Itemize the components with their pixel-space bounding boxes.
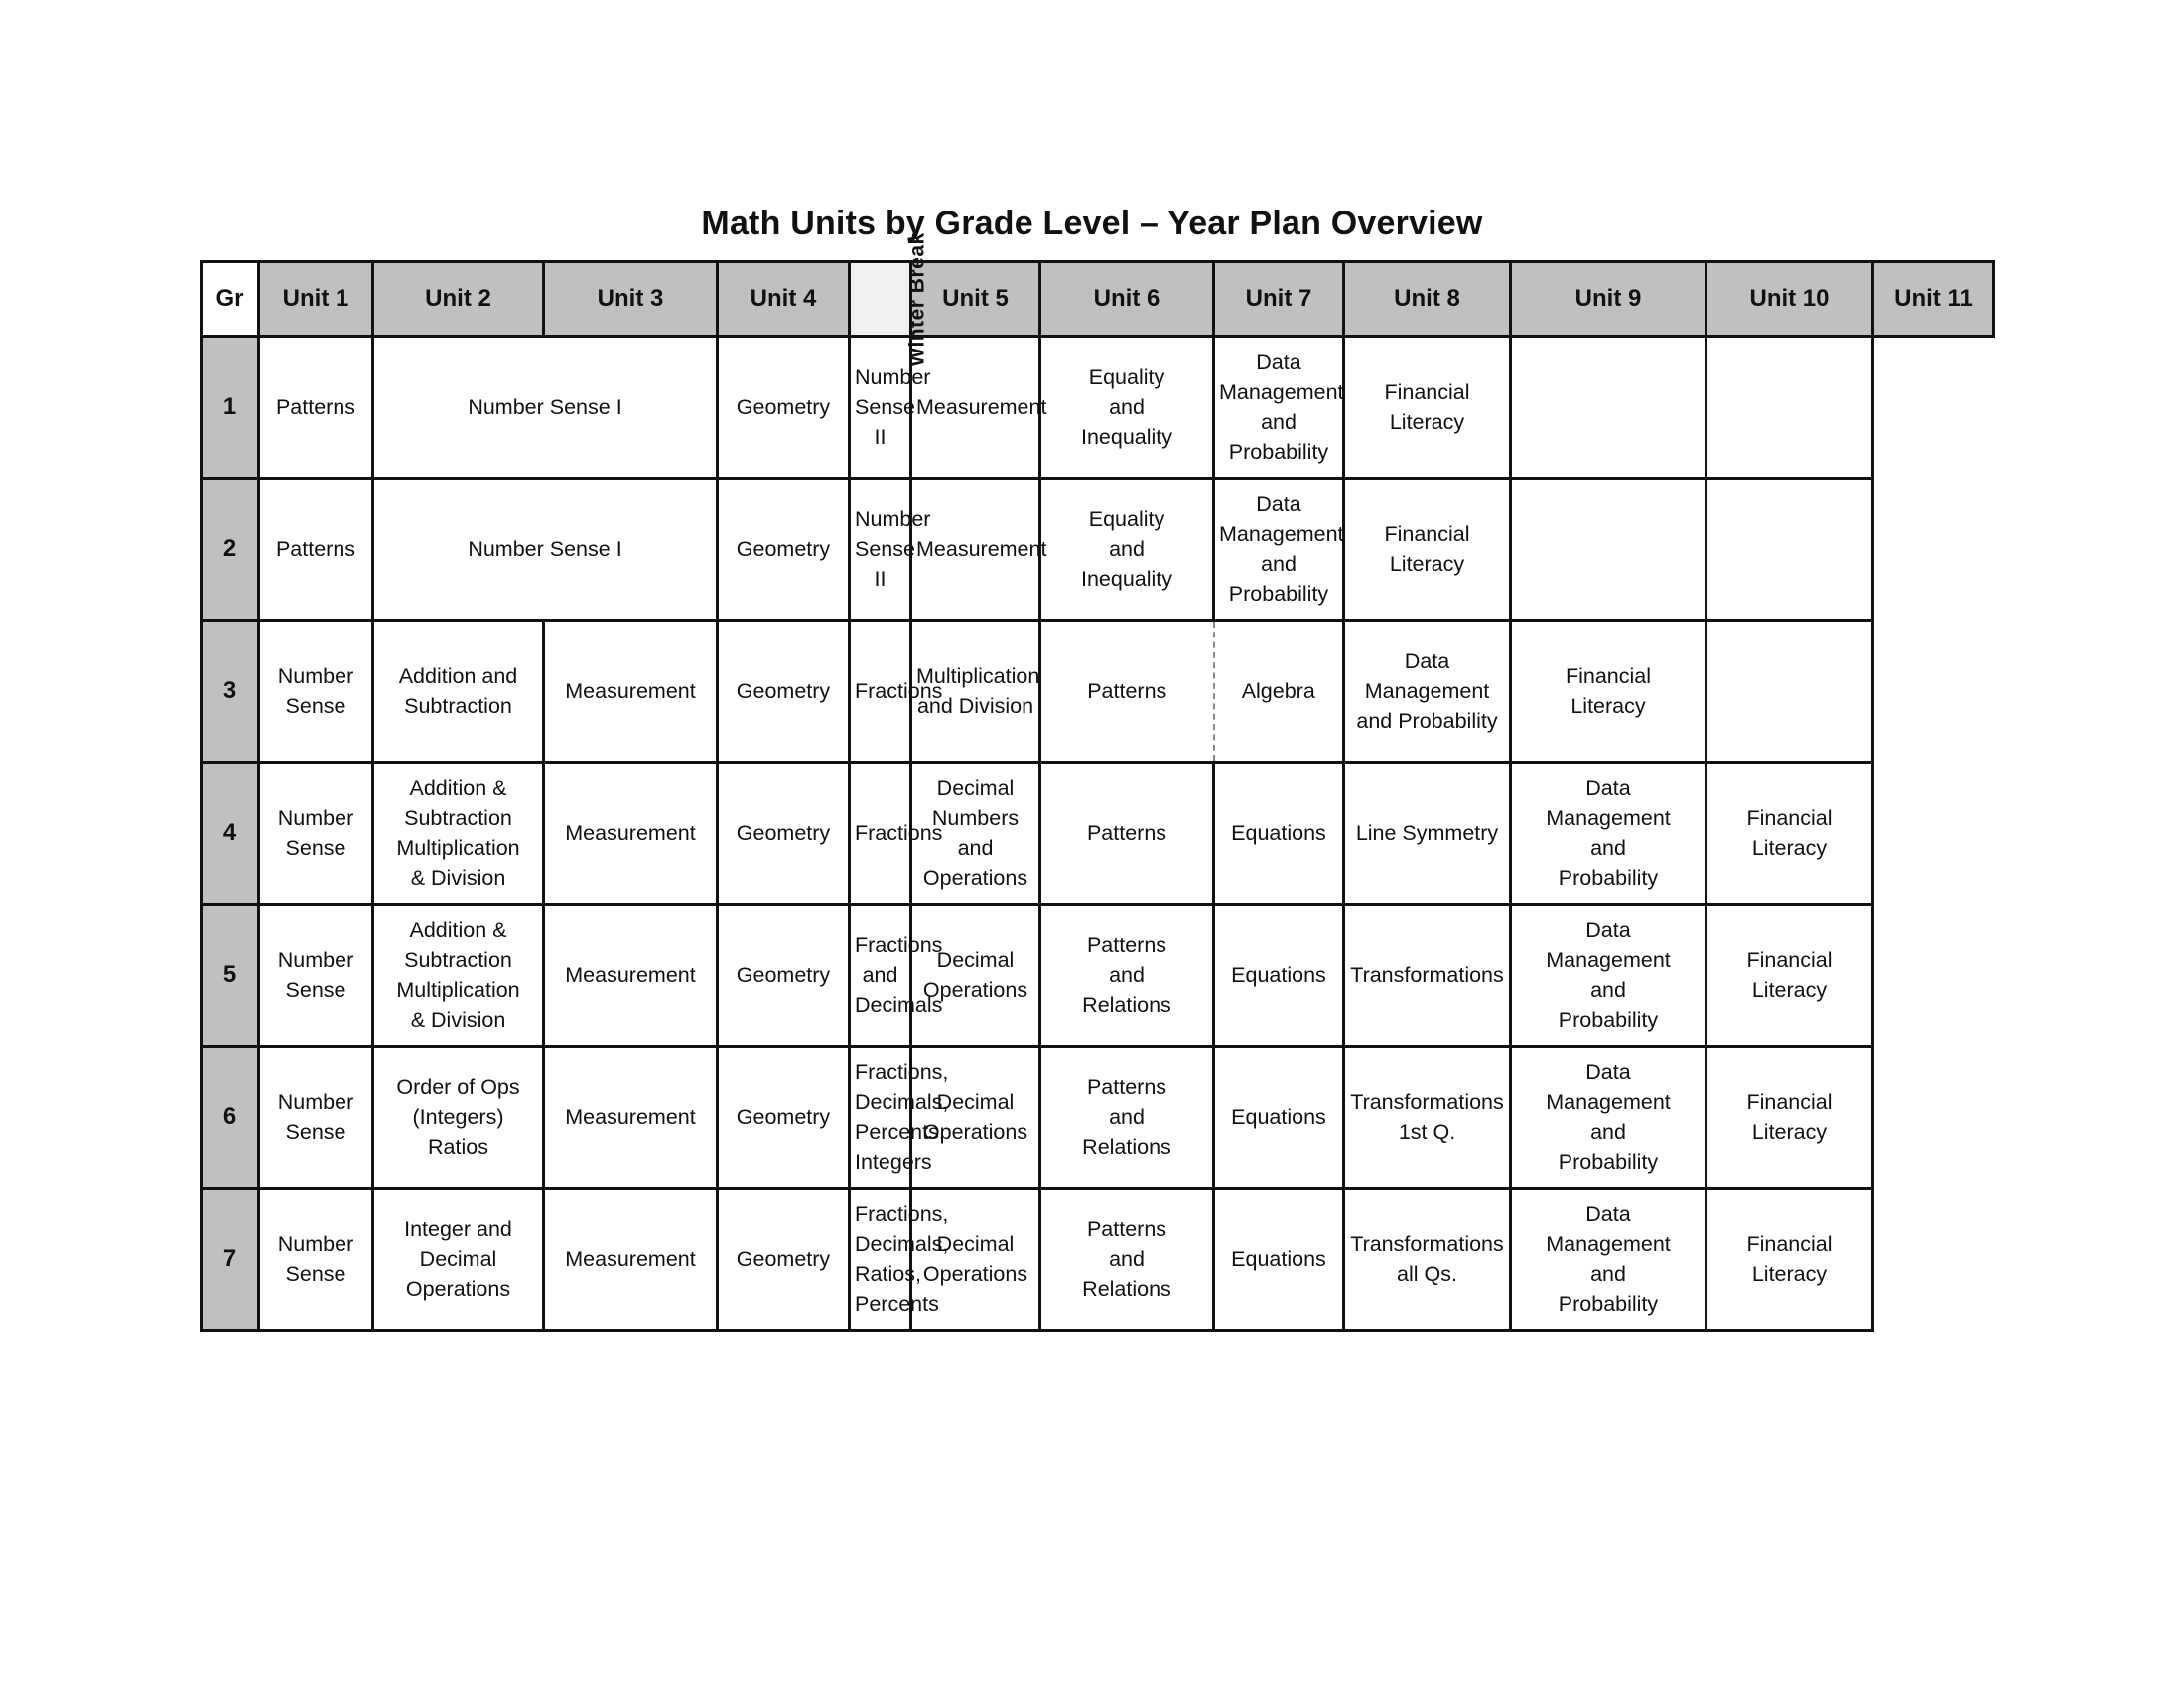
unit-7-cell: Patterns (1040, 763, 1214, 905)
unit-6-cell: Decimal Operations (911, 1047, 1040, 1189)
unit-8-cell: Equations (1214, 1189, 1344, 1331)
unit-3-cell: Measurement (544, 1189, 718, 1331)
unit-1-cell: Number Sense (259, 1189, 373, 1331)
header-row (202, 262, 1994, 337)
unit-2-cell: Addition & Subtraction Multiplication & Division (373, 905, 544, 1047)
unit-2-cell: Integer and Decimal Operations (373, 1189, 544, 1331)
unit-1-cell: Number Sense (259, 905, 373, 1047)
unit-5-cell: Fractions (850, 621, 911, 763)
unit-10-cell: Data Management and Probability (1511, 763, 1706, 905)
header-unit-5: Unit 5 (911, 262, 1040, 337)
grade-row-3 (202, 621, 1994, 763)
header-grade: Gr (202, 262, 259, 337)
unit-10-cell: Data Management and Probability (1511, 1189, 1706, 1331)
unit-10-cell: Data Management and Probability (1511, 1047, 1706, 1189)
unit-7-cell: Patterns and Relations (1040, 1189, 1214, 1331)
unit-8-cell: Data Management and Probability (1214, 479, 1344, 621)
unit-9-cell: Line Symmetry (1344, 763, 1511, 905)
unit-4-cell: Geometry (718, 1047, 850, 1189)
winter-break-label: Winter Break (905, 231, 929, 367)
unit-3-cell: Measurement (544, 621, 718, 763)
unit-9-cell: Transformations (1344, 905, 1511, 1047)
unit-7-cell: Equality and Inequality (1040, 337, 1214, 479)
unit-9-cell: Data Management and Probability (1344, 621, 1511, 763)
unit-11-cell: Financial Literacy (1706, 1047, 1873, 1189)
unit-1-cell: Number Sense (259, 1047, 373, 1189)
grade-label: 7 (202, 1189, 259, 1331)
unit-6-cell: Decimal Operations (911, 905, 1040, 1047)
unit-11-cell (1706, 621, 1873, 763)
unit-1-cell: Patterns (259, 479, 373, 621)
unit-2-cell: Order of Ops (Integers) Ratios (373, 1047, 544, 1189)
unit-11-cell: Financial Literacy (1706, 763, 1873, 905)
unit-9-cell: Transformations 1st Q. (1344, 1047, 1511, 1189)
header-unit-3: Unit 3 (544, 262, 718, 337)
unit-3-cell: Measurement (544, 1047, 718, 1189)
unit-10-cell: Financial Literacy (1511, 621, 1706, 763)
unit-2-cell: Addition & Subtraction Multiplication & Division (373, 763, 544, 905)
unit-7-cell: Equality and Inequality (1040, 479, 1214, 621)
grade-row-1 (202, 337, 1994, 479)
unit-2-3-cell: Number Sense I (373, 337, 718, 479)
unit-11-cell: Financial Literacy (1706, 1189, 1873, 1331)
unit-5-cell: Number Sense II (850, 337, 911, 479)
unit-9-cell: Financial Literacy (1344, 337, 1511, 479)
grade-row-6 (202, 1047, 1994, 1189)
unit-4-cell: Geometry (718, 763, 850, 905)
unit-5-cell: Fractions and Decimals (850, 905, 911, 1047)
unit-4-cell: Geometry (718, 337, 850, 479)
header-unit-9: Unit 9 (1511, 262, 1706, 337)
unit-6-cell: Decimal Numbers and Operations (911, 763, 1040, 905)
header-unit-6: Unit 6 (1040, 262, 1214, 337)
unit-10-cell (1511, 479, 1706, 621)
grade-row-4 (202, 763, 1994, 905)
unit-6-cell: Multiplication and Division (911, 621, 1040, 763)
header-unit-2: Unit 2 (373, 262, 544, 337)
unit-5-cell: Number Sense II (850, 479, 911, 621)
unit-9-cell: Transformations all Qs. (1344, 1189, 1511, 1331)
unit-10-cell (1511, 337, 1706, 479)
header-unit-7: Unit 7 (1214, 262, 1344, 337)
unit-1-cell: Number Sense (259, 621, 373, 763)
header-unit-4: Unit 4 (718, 262, 850, 337)
header-unit-11: Unit 11 (1873, 262, 1994, 337)
grade-label: 6 (202, 1047, 259, 1189)
unit-4-cell: Geometry (718, 479, 850, 621)
unit-7-cell: Patterns and Relations (1040, 905, 1214, 1047)
grade-label: 5 (202, 905, 259, 1047)
unit-7-cell: Patterns (1040, 621, 1214, 763)
unit-6-cell: Measurement (911, 337, 1040, 479)
grade-row-5 (202, 905, 1994, 1047)
unit-1-cell: Patterns (259, 337, 373, 479)
unit-8-cell: Equations (1214, 763, 1344, 905)
header-unit-8: Unit 8 (1344, 262, 1511, 337)
unit-6-cell: Measurement (911, 479, 1040, 621)
year-plan-table (200, 231, 1995, 1332)
unit-2-cell: Addition and Subtraction (373, 621, 544, 763)
header-unit-10: Unit 10 (1706, 262, 1873, 337)
grade-label: 4 (202, 763, 259, 905)
unit-8-cell: Algebra (1214, 621, 1344, 763)
unit-10-cell: Data Management and Probability (1511, 905, 1706, 1047)
page-title: Math Units by Grade Level – Year Plan Overview (701, 205, 1483, 242)
unit-11-cell (1706, 337, 1873, 479)
unit-5-cell: Fractions (850, 763, 911, 905)
unit-7-cell: Patterns and Relations (1040, 1047, 1214, 1189)
grade-label: 1 (202, 337, 259, 479)
grade-label: 3 (202, 621, 259, 763)
unit-8-cell: Equations (1214, 905, 1344, 1047)
unit-6-cell: Decimal Operations (911, 1189, 1040, 1331)
unit-1-cell: Number Sense (259, 763, 373, 905)
unit-3-cell: Measurement (544, 763, 718, 905)
header-unit-1: Unit 1 (259, 262, 373, 337)
grade-label: 2 (202, 479, 259, 621)
unit-4-cell: Geometry (718, 1189, 850, 1331)
unit-11-cell: Financial Literacy (1706, 905, 1873, 1047)
unit-9-cell: Financial Literacy (1344, 479, 1511, 621)
winter-break-column (850, 231, 929, 367)
unit-5-cell: Fractions, Decimals, Percents, Integers (850, 1047, 911, 1189)
unit-8-cell: Equations (1214, 1047, 1344, 1189)
unit-8-cell: Data Management and Probability (1214, 337, 1344, 479)
unit-11-cell (1706, 479, 1873, 621)
unit-4-cell: Geometry (718, 905, 850, 1047)
unit-4-cell: Geometry (718, 621, 850, 763)
grade-row-2 (202, 479, 1994, 621)
unit-3-cell: Measurement (544, 905, 718, 1047)
grade-row-7 (202, 1189, 1994, 1331)
unit-2-3-cell: Number Sense I (373, 479, 718, 621)
unit-5-cell: Fractions, Decimals, Ratios, Percents (850, 1189, 911, 1331)
